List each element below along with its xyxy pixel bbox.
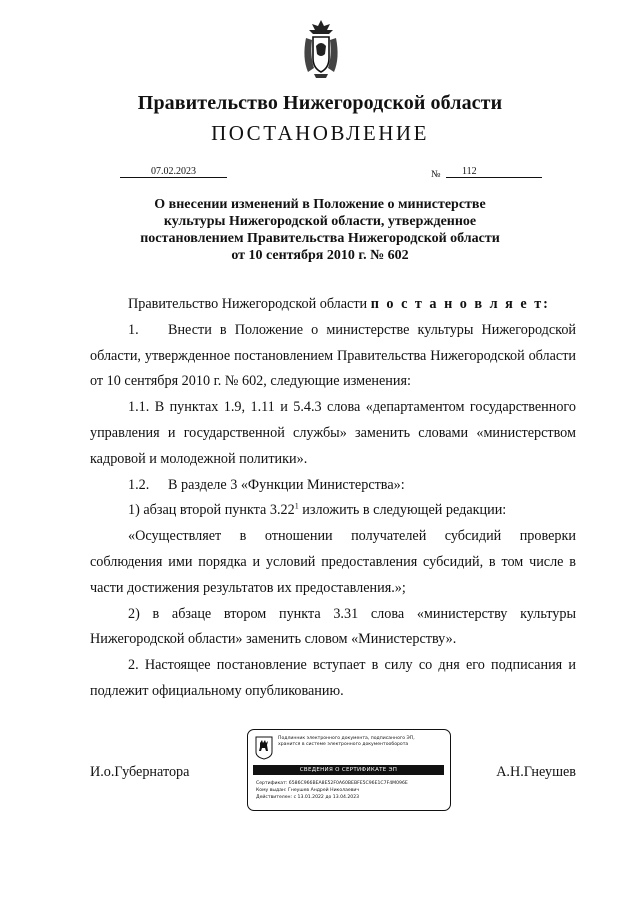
organization-title: Правительство Нижегородской области [137, 92, 503, 114]
signatory-name: А.Н.Гнеушев [496, 764, 576, 780]
subject-line: культуры Нижегородской области, утвержденное [163, 214, 477, 229]
quoted-text: «Осуществляет в отношении получателей субсидий проверки соблюдения ими порядка и условий предоставления субсидий, в том числе в части достижения результатов их предоставления.»; [90, 528, 576, 596]
document-subject [110, 196, 530, 264]
paragraph-text: Внести в Положение о министерстве культуры Нижегородской области, утвержденное постановлением Правительства Нижегородской области от 10 сентября 2010 г. № 602, следующие изменения: [90, 321, 576, 390]
stamp-header-line: хранится в системе электронного документооборота [278, 742, 409, 747]
subparagraph-tail: изложить в следующей редакции: [298, 502, 507, 519]
subparagraph-text: 1) абзац второй пункта 3.22 [128, 502, 295, 519]
subject-line: постановлением Правительства Нижегородской области [140, 231, 500, 246]
document-body [90, 292, 576, 705]
resolves-word: п о с т а н о в л я е т: [370, 296, 550, 312]
paragraph-number: 1.2. [128, 476, 150, 493]
superscript: 1 [294, 501, 299, 511]
deer-emblem-icon [255, 736, 273, 760]
subparagraph-1 [90, 498, 576, 524]
paragraph-1-1: 1.1. В пунктах 1.9, 1.11 и 5.4.3 слова «департаментом государственного управления и государственной службы» заменить словами «министерством кадровой и молодежной политики». [90, 399, 576, 467]
intro-text: Правительство Нижегородской области [128, 296, 368, 312]
document-date: 07.02.2023 [120, 166, 227, 178]
stamp-title-bar: СВЕДЕНИЯ О СЕРТИФИКАТЕ ЭП [253, 765, 444, 775]
signatory-title: И.о.Губернатора [90, 764, 190, 780]
e-signature-stamp [247, 729, 451, 811]
subparagraph-2: 2) в абзаце втором пункта 3.31 слова «министерству культуры Нижегородской области» заменить словом «Министерству». [90, 605, 576, 648]
paragraph-1 [90, 318, 576, 395]
document-number: 112 [446, 166, 542, 178]
paragraph-1-2 [90, 473, 576, 499]
paragraph-number: 1. [128, 321, 139, 338]
stamp-header [278, 736, 444, 748]
subject-line: от 10 сентября 2010 г. № 602 [231, 248, 409, 263]
certificate-serial: Сертификат: 6586C966BEA8E52F0A60BEBFE5C96E1C7F4M096E [256, 781, 408, 786]
certificate-owner: Кому выдан: Гнеушев Андрей Николаевич [256, 788, 360, 793]
certificate-validity: Действителен: с 13.01.2022 до 13.04.2023 [256, 795, 360, 800]
number-sign: № [431, 169, 441, 180]
document-type: ПОСТАНОВЛЕНИЕ [211, 121, 429, 145]
stamp-header-line: Подлинник электронного документа, подписанного ЭП, [278, 736, 415, 741]
intro-paragraph [90, 292, 576, 318]
paragraph-2: 2. Настоящее постановление вступает в силу со дня его подписания и подлежит официальному опубликованию. [90, 657, 576, 699]
paragraph-text: В разделе 3 «Функции Министерства»: [168, 476, 405, 493]
certificate-details [256, 780, 446, 801]
coat-of-arms-icon [300, 18, 342, 80]
subject-line: О внесении изменений в Положение о министерстве [154, 197, 486, 212]
